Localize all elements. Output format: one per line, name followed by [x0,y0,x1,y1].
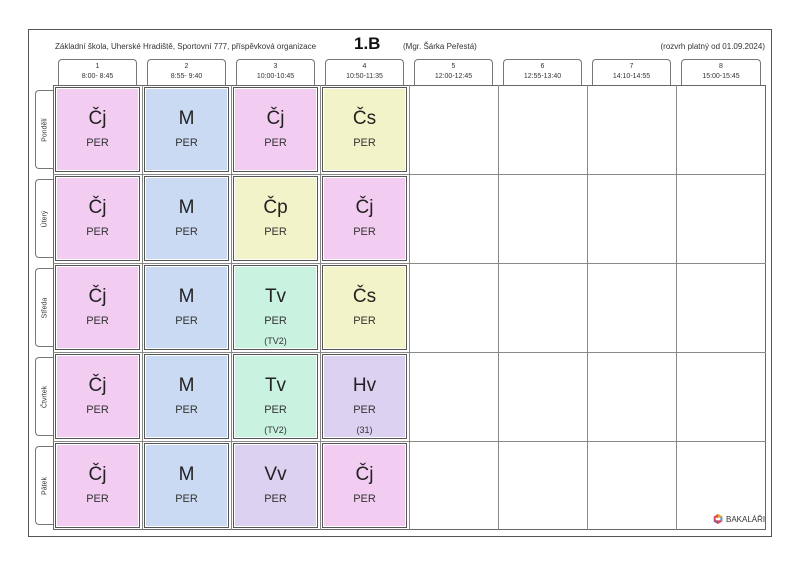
grid-row-line [53,263,766,264]
class-teacher: (Mgr. Šárka Peřestá) [403,42,477,51]
period-number: 4 [362,63,367,70]
lesson-cell[interactable] [233,265,318,350]
period-number: 5 [451,63,456,70]
lesson-teacher: PER [86,137,109,149]
lesson-cell[interactable] [55,87,140,172]
lesson-teacher: PER [86,493,109,505]
lesson-teacher: PER [264,493,287,505]
lesson-subject: Čs [352,108,377,129]
period-number: 8 [719,63,723,70]
lesson-subject: M [178,464,195,485]
grid-row-line [53,441,766,442]
lesson-teacher: PER [353,137,376,149]
day-label-2 [35,179,53,258]
lesson-cell[interactable] [144,176,229,261]
lesson-subject: Čp [263,197,288,218]
lesson-subject: M [178,108,195,129]
grid-column-line [231,85,232,530]
grid-row-line [53,174,766,175]
lesson-subject: M [178,197,195,218]
lesson-cell[interactable] [233,87,318,172]
lesson-teacher: PER [264,315,287,327]
school-name: Základní škola, Uherské Hradiště, Sportovní 777, příspěvková organizace [55,42,317,51]
lesson-cell[interactable] [55,176,140,261]
day-name: Úterý [41,210,48,227]
period-header-4 [325,59,404,85]
lesson-teacher: PER [86,404,109,416]
lesson-cell[interactable] [144,443,229,528]
brand-footer [713,514,765,524]
period-number: 2 [184,63,189,70]
period-time: 12:00-12:45 [434,73,473,80]
lesson-teacher: PER [175,493,198,505]
lesson-teacher: PER [353,315,376,327]
lesson-teacher: PER [264,226,287,238]
lesson-cell[interactable] [233,443,318,528]
lesson-room: (TV2) [264,336,287,346]
grid-column-line [676,85,677,530]
day-label-1 [35,90,53,169]
period-number: 7 [629,63,634,70]
lesson-subject: Čj [88,108,107,129]
period-time: 8:00- 8:45 [81,73,114,80]
lesson-subject: Čj [355,197,374,218]
grid-column-line [320,85,321,530]
grid-column-line [142,85,143,530]
lesson-subject: Vv [264,464,287,485]
lesson-cell[interactable] [233,176,318,261]
period-time: 14:10-14:55 [612,73,651,80]
period-header-6 [503,59,582,85]
grid-column-line [587,85,588,530]
lesson-teacher: PER [86,226,109,238]
lesson-teacher: PER [175,404,198,416]
lesson-cell[interactable] [322,176,407,261]
day-label-4 [35,357,53,436]
lesson-subject: Tv [264,375,287,396]
lesson-subject: Hv [352,375,377,396]
period-number: 3 [273,63,278,70]
period-number: 6 [540,63,545,70]
period-time: 8:55- 9:40 [170,73,203,80]
lesson-cell[interactable] [322,354,407,439]
valid-from: (rozvrh platný od 01.09.2024) [660,42,765,51]
lesson-subject: Čj [88,286,107,307]
lesson-subject: M [178,286,195,307]
bakalari-logo-icon [713,514,723,524]
day-name: Pátek [41,476,48,495]
grid-column-line [498,85,499,530]
period-number: 1 [95,63,100,70]
grid-column-line [409,85,410,530]
day-name: Středa [41,297,48,318]
lesson-cell[interactable] [55,265,140,350]
lesson-teacher: PER [175,226,198,238]
day-name: Čtvrtek [41,385,48,408]
class-name: 1.B [354,34,381,53]
period-header-2 [147,59,226,85]
period-header-7 [592,59,671,85]
lesson-teacher: PER [264,404,287,416]
period-header-8 [681,59,761,85]
period-header-3 [236,59,315,85]
lesson-room: (TV2) [264,425,287,435]
period-header-1 [58,59,137,85]
lesson-cell[interactable] [144,265,229,350]
period-time: 10:50-11:35 [346,73,383,80]
lesson-teacher: PER [353,493,376,505]
lesson-subject: Čj [88,375,107,396]
brand-name: BAKALÁŘI [726,514,766,524]
lesson-room: (31) [356,425,373,435]
lesson-cell[interactable] [55,443,140,528]
lesson-cell[interactable] [322,265,407,350]
lesson-teacher: PER [86,315,109,327]
period-time: 12:55-13:40 [523,73,562,80]
lesson-cell[interactable] [322,443,407,528]
period-header-5 [414,59,493,85]
lesson-cell[interactable] [144,87,229,172]
lesson-teacher: PER [264,137,287,149]
day-label-3 [35,268,53,347]
lesson-subject: Čj [88,197,107,218]
lesson-subject: Čj [88,464,107,485]
lesson-teacher: PER [353,226,376,238]
day-name: Pondělí [41,117,48,142]
lesson-subject: Čj [266,108,285,129]
lesson-subject: M [178,375,195,396]
lesson-subject: Tv [264,286,287,307]
lesson-subject: Čj [355,464,374,485]
lesson-cell[interactable] [144,354,229,439]
period-time: 10:00-10:45 [256,73,295,80]
lesson-cell[interactable] [322,87,407,172]
period-time: 15:00-15:45 [702,73,740,80]
day-label-5 [35,446,53,525]
lesson-teacher: PER [175,137,198,149]
grid-row-line [53,352,766,353]
lesson-cell[interactable] [233,354,318,439]
lesson-subject: Čs [352,286,377,307]
lesson-cell[interactable] [55,354,140,439]
lesson-teacher: PER [175,315,198,327]
lesson-teacher: PER [353,404,376,416]
